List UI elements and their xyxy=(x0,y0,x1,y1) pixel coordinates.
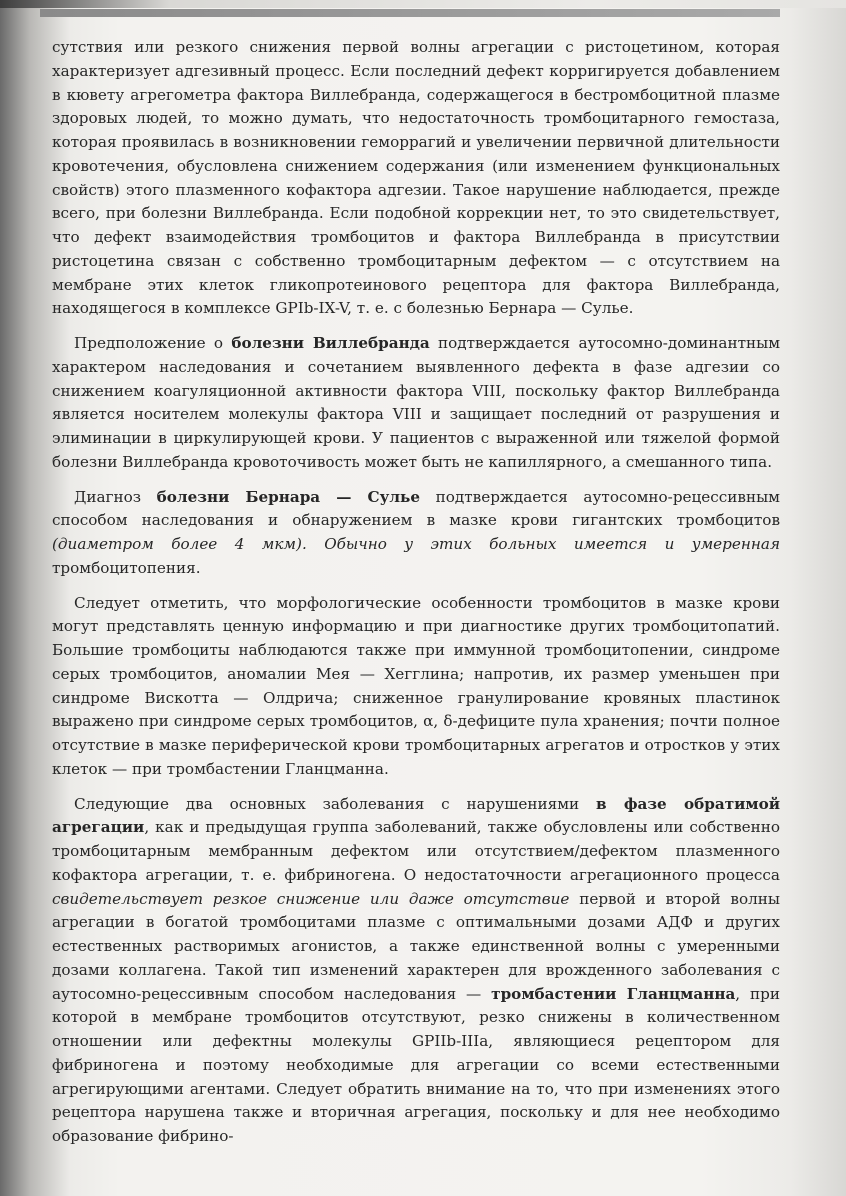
paragraph-4 xyxy=(52,592,780,782)
text-run: Диагноз xyxy=(74,487,157,506)
text-run: тромбоцитопения. xyxy=(52,558,201,577)
paragraph-1 xyxy=(52,36,780,321)
italic-text: свидетельствует резкое снижение или даже отсутствие xyxy=(52,889,570,908)
paragraph-5 xyxy=(52,793,780,1149)
italic-text: (диаметром более 4 мкм). Обычно у этих больных имеется и умеренная xyxy=(52,535,780,553)
bold-term: в фазе обратимой агрегации xyxy=(52,794,780,837)
text-run: сутствия или резкого снижения первой волны агрегации с ристоцетином, которая характеризует адгезивный процесс. Если последний дефект корригируется добавлением в кювету агрегометра фактора Виллебранда, содержащегося в бестромбоцитной плазме здоровых людей, то можно думать, что недостаточность тромбоцитарного гемостаза, которая проявилась в возникновении геморрагий и увеличении первичной длительности кровотечения, обусловлена снижением содержания (или изменением функциональных свойств) этого плазменного кофактора адгезии. Такое нарушение наблюдается, прежде всего, при болезни Виллебранда. Если подобной коррекции нет, то это свидетельствует, что дефект взаимодействия тромбоцитов и фактора Виллебранда в присутствии ристоцетина связан с собственно тромбоцитарным дефектом — с отсутствием на мембране этих клеток гликопротеинового рецептора для фактора Виллебранда, находящегося в комплексе GPIb-IX-V, т. е. с болезнью Бернара — Сулье. xyxy=(52,38,780,318)
header-rule xyxy=(40,9,780,17)
paragraph-2 xyxy=(52,332,780,475)
page-top-edge xyxy=(0,0,846,8)
text-run: , как и предыдущая группа заболеваний, также обусловлены или собственно тромбоцитарным мембранным дефектом или отсутствием/дефектом плазменного кофактора агрегации, т. е. фибриногена. О недостаточности агрегационного процесса xyxy=(52,818,780,884)
text-run: Следующие два основных заболевания с нарушениями xyxy=(74,794,596,813)
text-run: подтверждается аутосомно-доминантным характером наследования и сочетанием выявленного дефекта в фазе адгезии со снижением коагуляционной активности фактора VIII, поскольку фактор Виллебранда является носителем молекулы фактора VIII и защищает последний от разрушения и элиминации в циркулирующей крови. У пациентов с выраженной или тяжелой формой болезни Виллебранда кровоточивость может быть не капиллярного, а смешанного типа. xyxy=(52,334,781,471)
text-run: Следует отметить, что морфологические особенности тромбоцитов в мазке крови могут представлять ценную информацию и при диагностике других тромбоцитопатий. Большие тромбоциты наблюдаются также при иммунной тромбоцитопении, синдроме серых тромбоцитов, аномалии Мея — Хегглина; напротив, их размер уменьшен при синдроме Вискотта — Олдрича; сниженное гранулирование кровяных пластинок выражено при синдроме серых тромбоцитов, α, δ-дефиците пула хранения; почти полное отсутствие в мазке периферической крови тромбоцитарных агрегатов и отростков у этих клеток — при тромбастении Гланцманна. xyxy=(52,593,780,778)
bold-term: болезни Виллебранда xyxy=(231,334,430,352)
body-text xyxy=(52,36,780,1149)
text-run: первой и второй волны агрегации в богатой тромбоцитами плазме с оптимальными дозами АДФ и других естественных растворимых агонистов, а также единственной волны с умеренными дозами коллагена. Такой тип изменений характерен для врожденного заболевания с аутосомно-рецессивным способом наследования — xyxy=(52,889,780,1003)
text-run: подтверждается аутосомно-рецессивным способом наследования и обнаружением в мазке крови гигантских тромбоцитов xyxy=(52,487,780,530)
text-run: Предположение о xyxy=(74,334,232,352)
paragraph-3 xyxy=(52,486,780,581)
bold-term: болезни Бернара — Сулье xyxy=(156,487,421,506)
text-run: , при которой в мембране тромбоцитов отсутствуют, резко снижены в количественном отношении или дефектны молекулы GPIIb-IIIa, являющиеся рецептором для фибриногена и поэтому необходимые для агрегации со всеми естественными агрегирующими агентами. Следует обратить внимание на то, что при изменениях этого рецептора нарушена также и вторичная агрегация, поскольку и для нее необходимо образование фибрино- xyxy=(52,984,780,1145)
bold-term: тромбастении Гланцманна xyxy=(491,984,736,1003)
